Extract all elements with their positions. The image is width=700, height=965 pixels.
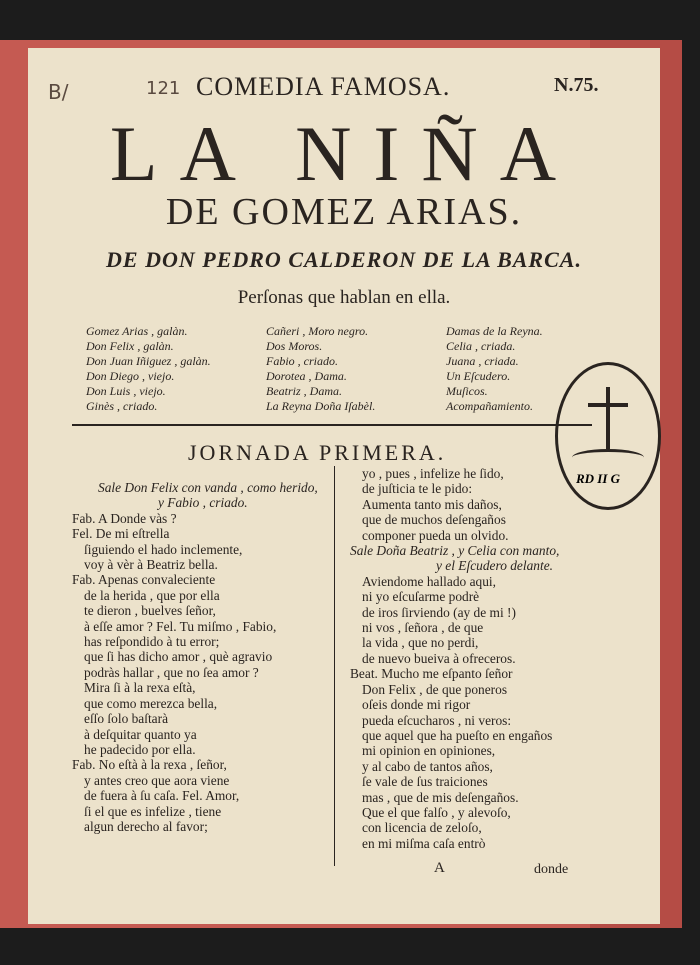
verse-line: que como merezca bella, (84, 695, 218, 711)
cast-member: Cañeri , Moro negro. (266, 324, 369, 338)
verse-line: voy à vèr à Beatriz bella. (84, 557, 218, 573)
cast-member: Don Luis , viejo. (86, 384, 166, 398)
verse-line: y Fabio , criado. (158, 495, 248, 511)
series-title: COMEDIA FAMOSA. (196, 72, 451, 101)
right-text-column (350, 466, 640, 851)
verse-line: y antes creo que aora viene (84, 772, 230, 788)
cast-member: Muſicos. (446, 384, 488, 398)
cast-member: Fabio , criado. (266, 354, 338, 368)
library-stamp (555, 362, 661, 510)
cross-icon-bar (588, 403, 628, 407)
verse-line: à eſſe amor ? Fel. Tu miſmo , Fabio, (84, 618, 277, 634)
verse-line: oſeis donde mi rigor (362, 697, 471, 713)
cast-member: Ginès , criado. (86, 399, 158, 413)
verse-line: y al cabo de tantos años, (362, 758, 493, 774)
act-heading: JORNADA PRIMERA. (188, 440, 447, 465)
handwritten-number: 121 (146, 78, 181, 99)
verse-line: Que el que falſo , y alevoſo, (362, 804, 511, 820)
verse-line: te dieron , buelves ſeñor, (84, 603, 216, 619)
verse-line: Aviendome hallado aqui, (362, 573, 496, 589)
author-line: DE DON PEDRO CALDERON DE LA BARCA. (106, 247, 582, 272)
verse-line: de juſticia te le pido: (362, 481, 473, 497)
cast-member: Don Felix , galàn. (86, 339, 174, 353)
play-title: LA NIÑA (109, 110, 579, 197)
cast-list-column-1 (86, 324, 211, 414)
cast-member: Gomez Arias , galàn. (86, 324, 188, 338)
verse-line: con licencia de zeloſo, (362, 820, 482, 836)
verse-line: mi opinion en opiniones, (362, 743, 496, 759)
verse-line: yo , pues , infelize he ſido, (362, 466, 504, 481)
cast-member: Dos Moros. (266, 339, 323, 353)
signature-mark: A (434, 860, 445, 876)
verse-line: eſſo ſolo baſtarà (84, 711, 169, 727)
play-subtitle: DE GOMEZ ARIAS. (165, 191, 523, 233)
verse-line: has reſpondido à tu error; (84, 634, 220, 650)
verse-line: Sale Doña Beatriz , y Celia con manto, (350, 543, 560, 559)
printed-page (28, 48, 660, 924)
verse-line: de la herida , que por ella (84, 587, 220, 603)
column-divider (334, 466, 335, 866)
verse-line: que ſi has dicho amor , què agravio (84, 649, 273, 665)
wave-icon (572, 449, 644, 466)
verse-line: Fab. No eſtà à la rexa , ſeñor, (72, 757, 227, 773)
verse-line: en mi miſma caſa entrò (362, 835, 486, 851)
cast-member: Beatriz , Dama. (266, 384, 342, 398)
cast-member: Don Diego , viejo. (86, 369, 175, 383)
verse-line: Don Felix , de que poneros (362, 681, 508, 697)
verse-line: algun derecho al favor; (84, 818, 208, 834)
verse-line: de iros ſirviendo (ay de mi !) (362, 604, 516, 620)
verse-line: mas , que de mis deſengaños. (362, 789, 519, 805)
verse-line: Fab. A Donde vàs ? (72, 510, 177, 526)
verse-line: la vida , que no perdi, (362, 635, 479, 651)
verse-line: podràs hallar , que no ſea amor ? (84, 664, 259, 680)
cast-list-column-2 (266, 324, 375, 414)
verse-line: he padecido por ella. (84, 741, 196, 757)
verse-line: Mira ſi à la rexa eſtà, (84, 680, 196, 696)
verse-line: Beat. Mucho me eſpanto ſeñor (350, 666, 513, 682)
horizontal-rule (72, 424, 592, 426)
stamp-text: RD II G (576, 471, 621, 486)
verse-line: de nuevo bueiva à ofreceros. (362, 650, 516, 666)
verse-line: pueda eſcucharos , ni veros: (362, 712, 512, 728)
cast-member: Acompañamiento. (446, 399, 533, 413)
verse-line: Aumenta tanto mis daños, (362, 496, 502, 512)
verse-line: Fab. Apenas convaleciente (72, 572, 216, 588)
cross-icon (606, 387, 610, 449)
shelf-mark: B/ (48, 80, 69, 104)
cast-member: Don Juan Iñiguez , galàn. (86, 354, 211, 368)
comedy-number: N.75. (554, 74, 599, 96)
verse-line: ni vos , ſeñora , de que (362, 620, 484, 636)
verse-line: que de muchos deſengaños (362, 512, 506, 528)
catchword: donde (534, 862, 569, 877)
cast-member: Juana , criada. (446, 354, 519, 368)
cast-heading: Perſonas que hablan en ella. (237, 287, 451, 308)
cast-member: Celia , criada. (446, 339, 516, 353)
verse-line: ſiguiendo el hado inclemente, (84, 541, 243, 557)
verse-line: componer pueda un olvido. (362, 527, 509, 543)
verse-line: y el Eſcudero delante. (436, 558, 553, 574)
left-text-column (72, 480, 330, 834)
cast-member: Damas de la Reyna. (446, 324, 543, 338)
cast-member: La Reyna Doña Iſabèl. (266, 399, 376, 413)
verse-line: Fel. De mi eſtrella (72, 526, 170, 542)
verse-line: ſe vale de ſus traiciones (362, 774, 488, 790)
verse-line: Sale Don Felix con vanda , como herido, (98, 480, 318, 495)
cast-member: Dorotea , Dama. (266, 369, 347, 383)
verse-line: ni yo eſcuſarme podrè (362, 589, 480, 605)
cast-member: Un Eſcudero. (446, 369, 511, 383)
cast-list-column-3 (446, 324, 543, 414)
verse-line: de fuera à ſu caſa. Fel. Amor, (84, 788, 240, 804)
verse-line: à deſquitar quanto ya (84, 726, 197, 742)
verse-line: que aquel que ha pueſto en engaños (362, 727, 553, 743)
verse-line: ſi el que es infelize , tiene (84, 803, 222, 819)
